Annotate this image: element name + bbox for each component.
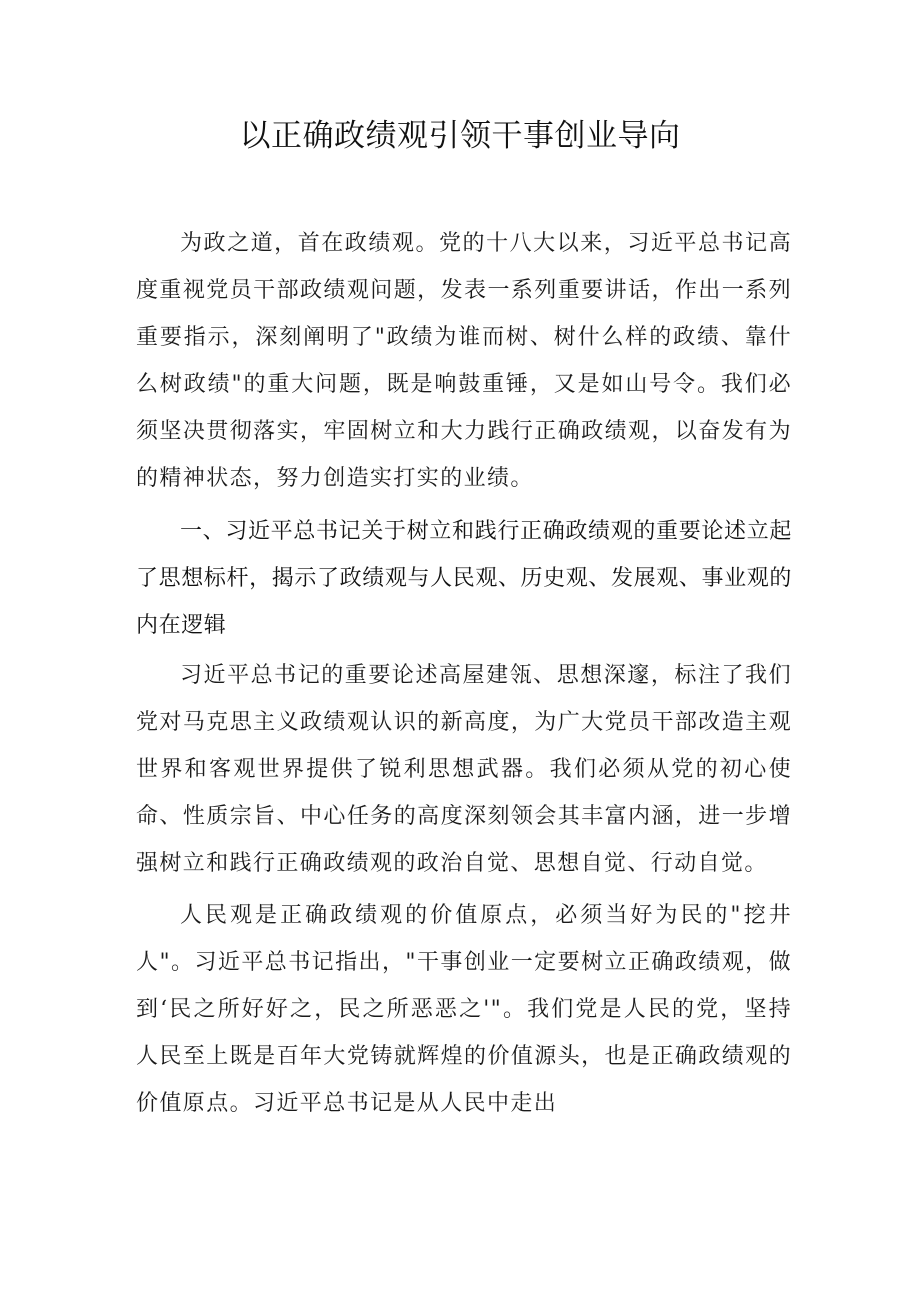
body-paragraph: 习近平总书记的重要论述高屋建瓴、思想深邃，标注了我们党对马克思主义政绩观认识的新高度，为广大党员干部改造主观世界和客观世界提供了锐利思想武器。我们必须从党的初心使命、性质宗旨、中心任务的高度深刻领会其丰富内涵，进一步增强树立和践行正确政绩观的政治自觉、思想自觉、行动自觉。 [136, 663, 792, 876]
document-title: 以正确政绩观引领干事创业导向 [239, 118, 681, 154]
section-heading: 一、习近平总书记关于树立和践行正确政绩观的重要论述立起了思想标杆，揭示了政绩观与人民观、历史观、发展观、事业观的内在逻辑 [136, 519, 792, 638]
intro-paragraph: 为政之道，首在政绩观。党的十八大以来，习近平总书记高度重视党员干部政绩观问题，发表一系列重要讲话，作出一系列重要指示，深刻阐明了"政绩为谁而树、树什么样的政绩、靠什么树政绩"的重大问题，既是响鼓重锤，又是如山号令。我们必须坚决贯彻落实，牢固树立和大力践行正确政绩观，以奋发有为的精神状态，努力创造实打实的业绩。 [136, 231, 792, 491]
body-paragraph: 人民观是正确政绩观的价值原点，必须当好为民的"挖井人"。习近平总书记指出，"干事创业一定要树立正确政绩观，做到‘民之所好好之，民之所恶恶之'"。我们党是人民的党，坚持人民至上既是百年大党铸就辉煌的价值源头，也是正确政绩观的价值原点。习近平总书记是从人民中走出 [136, 903, 792, 1116]
